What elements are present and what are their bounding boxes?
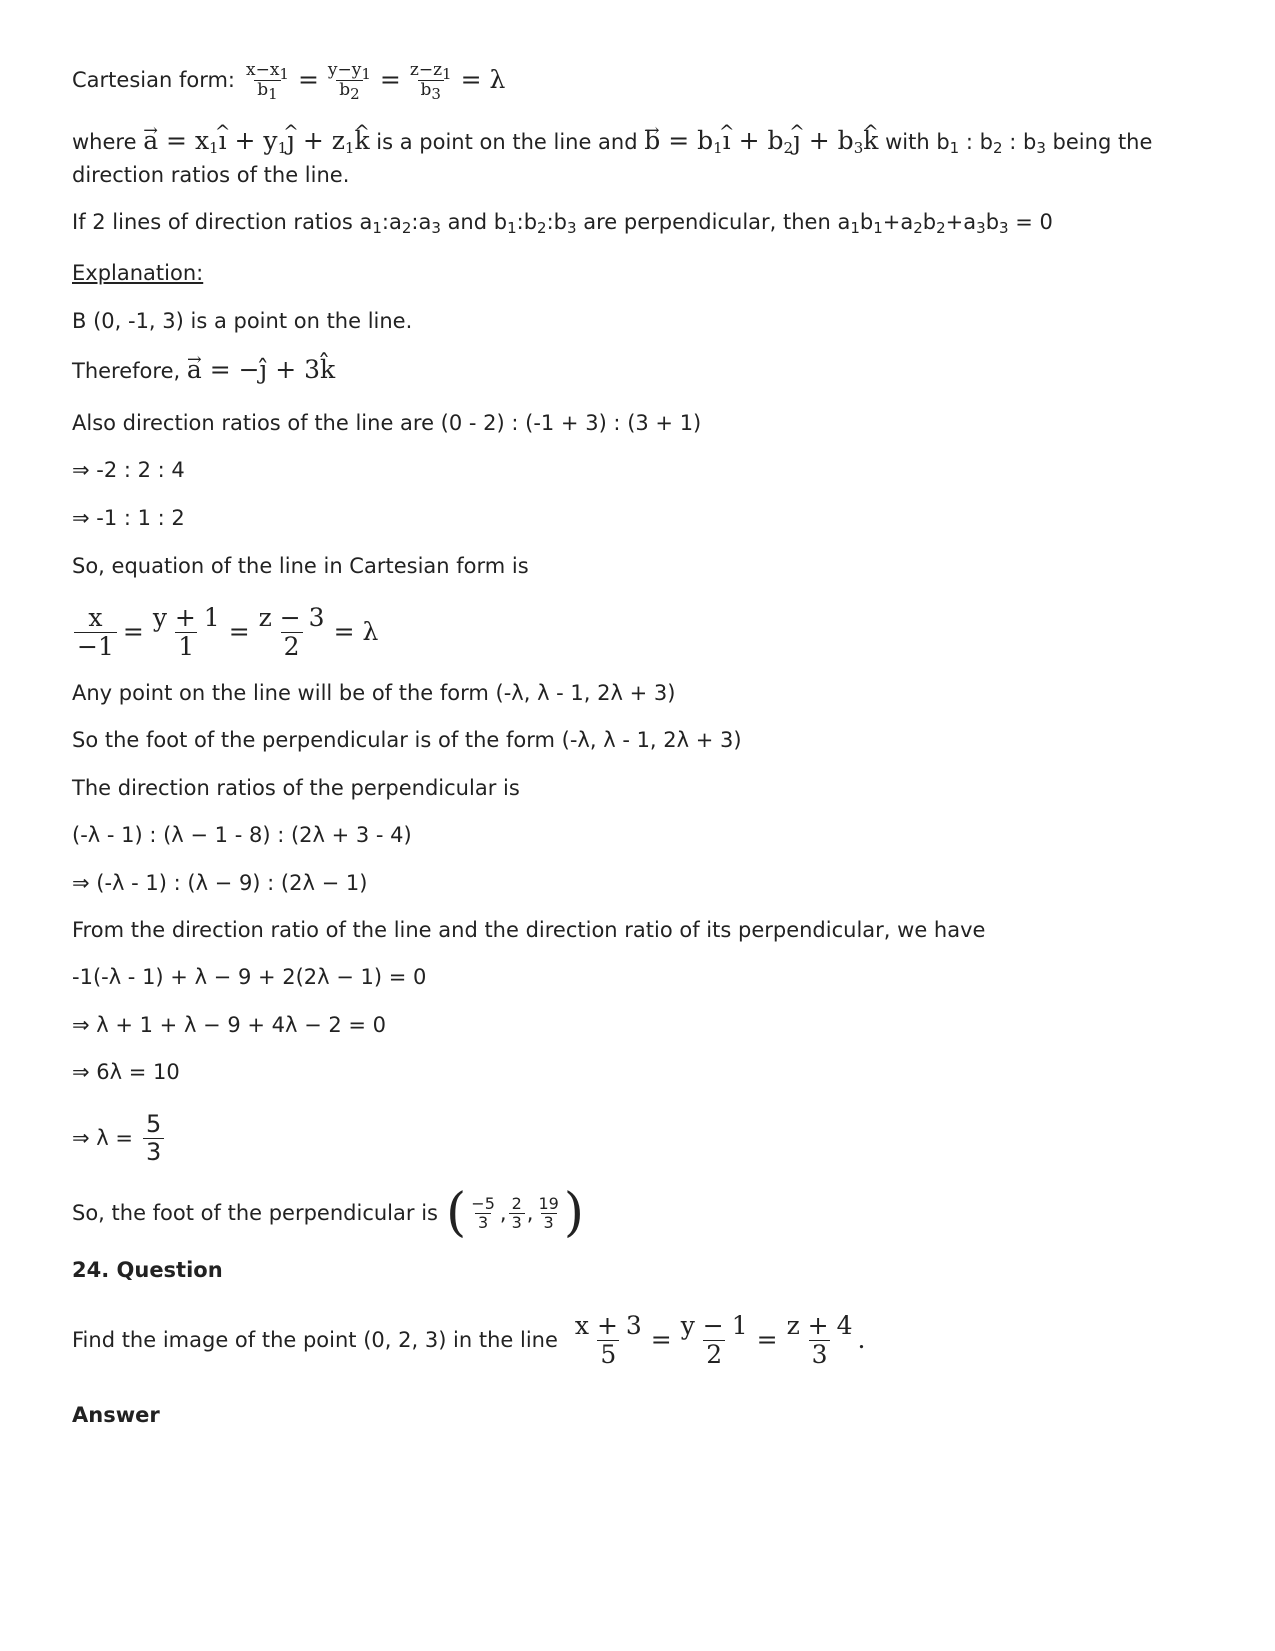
dr-perp-text: The direction ratios of the perpendicular is: [72, 776, 520, 800]
lambda-result: ⇒ λ = $\frac{5}{3}$: [72, 1105, 166, 1171]
explanation-heading: Explanation:: [72, 261, 204, 285]
fraction-x: $\frac{x-x_1}{b_1}$: [246, 59, 289, 103]
dr-perp-step-2: ⇒ (-λ - 1) : (λ − 9) : (2λ − 1): [72, 871, 368, 895]
question-text-line: Find the image of the point (0, 2, 3) in the line $\frac{x + 3}{5}$ = $\frac{y - 1}{2}$ = $\frac{z + 4}{3}$ .: [72, 1311, 866, 1369]
equals-lambda: = λ: [460, 65, 506, 94]
foot-result: So, the foot of the perpendicular is ( $\frac{-5}{3}$ , $\frac{2}{3}$ , $\frac{19}{3}$ ): [72, 1183, 585, 1243]
question-heading: 24. Question: [72, 1258, 223, 1282]
equation-step-1: -1(-λ - 1) + λ − 9 + 2(2λ − 1) = 0: [72, 965, 427, 989]
dr-perp-step-1: (-λ - 1) : (λ − 1 - 8) : (2λ + 3 - 4): [72, 823, 412, 847]
equation-step-2: ⇒ λ + 1 + λ − 9 + 4λ − 2 = 0: [72, 1013, 387, 1037]
direction-ratios-text: Also direction ratios of the line are (0 - 2) : (-1 + 3) : (3 + 1): [72, 411, 702, 435]
line-equation: $\frac{x}{-1}$ = $\frac{y + 1}{1}$ = $\frac{z - 3}{2}$ = λ: [72, 600, 382, 664]
where-line-cont: direction ratios of the line.: [72, 163, 350, 187]
vector-b: → b: [644, 128, 660, 154]
any-point-text: Any point on the line will be of the form (-λ, λ - 1, 2λ + 3): [72, 681, 676, 705]
cartesian-form-label: Cartesian form:: [72, 68, 235, 92]
foot-form-text: So the foot of the perpendicular is of the form (-λ, λ - 1, 2λ + 3): [72, 728, 742, 752]
dr-step-1: ⇒ -2 : 2 : 4: [72, 458, 185, 482]
perpendicular-rule: If 2 lines of direction ratios $a_1:a_2:a_3$ and $b_1:b_2:b_3$ are perpendicular, then $a_1b_1+a_2b_2+a_3b_3 = 0$: [72, 210, 1053, 237]
answer-heading: Answer: [72, 1403, 160, 1427]
vector-a: → a: [143, 128, 158, 154]
cartesian-form-line: Cartesian form: $\frac{x-x_1}{b_1}$ = $\frac{y-y_1}{b_2}$ = $\frac{z-z_1}{b_3}$ = λ: [72, 59, 506, 103]
equation-intro: So, equation of the line in Cartesian form is: [72, 554, 529, 578]
point-b-text: B (0, -1, 3) is a point on the line.: [72, 309, 413, 333]
fraction-y: $\frac{y-y_1}{b_2}$: [327, 59, 371, 103]
dr-step-2: ⇒ -1 : 1 : 2: [72, 506, 185, 530]
fraction-z: $\frac{z-z_1}{b_3}$: [409, 59, 452, 103]
equation-step-3: ⇒ 6λ = 10: [72, 1060, 180, 1084]
therefore-line: Therefore, → a = −ĵ + 3k̂: [72, 357, 335, 384]
where-line: where → $a = x_1\^{}$ ı + $y_1\^{}$ ȷ + $z_1\^{}$ k is a point on the line and → $b = b_1\^{}$ ı + $b_2\^{}$ ȷ + $b_3\^{}$ k with $b_1$ : $b_2$ : $b_3$ being the: [72, 128, 1152, 155]
from-dr-text: From the direction ratio of the line and the direction ratio of its perpendicular, we have: [72, 918, 986, 942]
